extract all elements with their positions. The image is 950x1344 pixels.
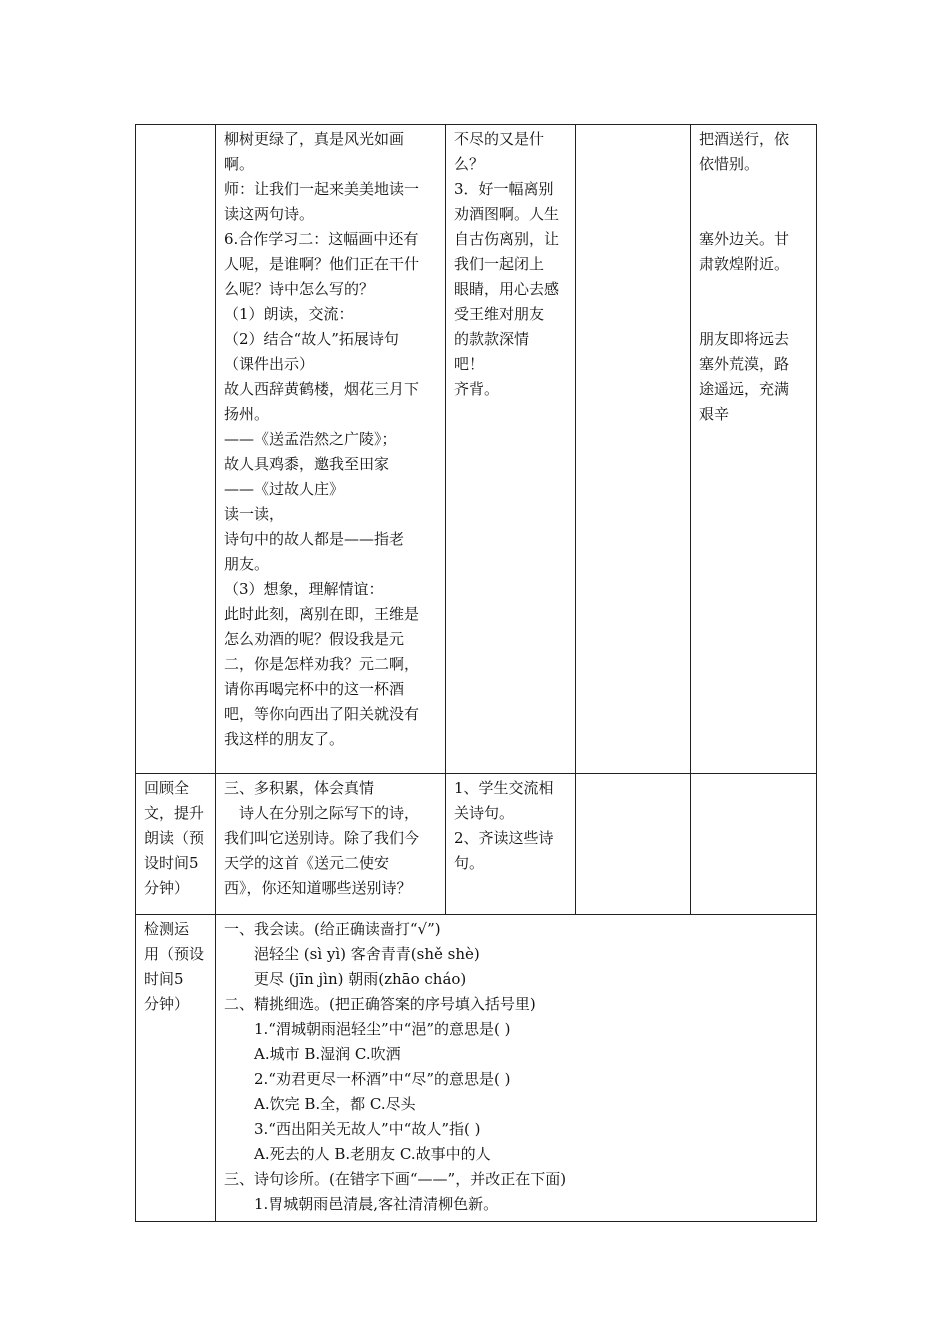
text-line: （2）结合“故人”拓展诗句 (224, 330, 399, 348)
text-line: 眼睛，用心去感 (454, 280, 560, 298)
table-row (136, 915, 817, 1222)
text-line: 文，提升 (144, 804, 205, 822)
text-line: 把酒送行，依 (699, 130, 790, 148)
text-line: 自古伤离别，让 (454, 230, 560, 248)
row3-stage-cell (136, 915, 216, 1222)
text-line: 更尽 (jīn jìn) 朝雨(zhāo cháo) (224, 970, 467, 988)
text-line: 浥轻尘 (sì yì) 客舍青青(shě shè) (224, 945, 480, 963)
text-line: ——《送孟浩然之广陵》； (224, 430, 397, 448)
text-line: 人呢，是谁啊？他们正在干什 (224, 255, 420, 273)
row2-col4-cell (576, 774, 691, 915)
text-line: 么？ (454, 155, 485, 173)
text-line: 劝酒图啊。人生 (454, 205, 560, 223)
row1-teacher-activity-cell (216, 125, 446, 774)
text-line: 艰辛 (699, 405, 730, 423)
spacer (699, 302, 810, 327)
text-line: 故人具鸡黍，邀我至田家 (224, 455, 390, 473)
text-line: 扬州。 (224, 405, 270, 423)
text-line: 我们一起闭上 (454, 255, 545, 273)
text-line: （课件出示） (224, 355, 315, 373)
text-line: 分钟） (144, 995, 190, 1013)
text-line: 回顾全 (144, 779, 190, 797)
text-line: 二，你是怎样劝我？元二啊， (224, 655, 420, 673)
text-line: 怎么劝酒的呢？假设我是元 (224, 630, 405, 648)
text-line: 塞外荒漠，路 (699, 355, 790, 373)
text-line: 二、精挑细选。(把正确答案的序号填入括号里) (224, 995, 536, 1013)
row1-col4-cell (576, 125, 691, 774)
spacer (699, 177, 810, 202)
text-line: 三、诗句诊所。(在错字下画“——”，并改正在下面) (224, 1170, 567, 1188)
text-line: 吧，等你向西出了阳关就没有 (224, 705, 420, 723)
text-line: 啊。 (224, 155, 255, 173)
text-line: 1、学生交流相 (454, 779, 554, 797)
text-line: 的款款深情 (454, 330, 530, 348)
row2-stage-cell (136, 774, 216, 915)
text-line: 6.合作学习二：这幅画中还有 (224, 230, 419, 248)
row2-student-activity-cell (446, 774, 576, 915)
text-line: 1.“渭城朝雨浥轻尘”中“浥”的意思是( ) (224, 1020, 511, 1038)
text-line: 用（预设 (144, 945, 205, 963)
text-line: A.城市 B.湿润 C.吹洒 (224, 1045, 401, 1063)
text-line: 3．好一幅离别 (454, 180, 554, 198)
text-line: 塞外边关。甘 (699, 230, 790, 248)
table-row (136, 125, 817, 774)
text-line: 师：让我们一起来美美地读一 (224, 180, 420, 198)
text-line: 一、我会读。(给正确读啬打“√”) (224, 920, 441, 938)
text-line: 齐背。 (454, 380, 500, 398)
text-line: 朋友。 (224, 555, 270, 573)
text-line: A.死去的人 B.老朋友 C.故事中的人 (224, 1145, 491, 1163)
text-line: 依惜别。 (699, 155, 760, 173)
text-line: 天学的这首《送元二使安 (224, 854, 390, 872)
text-line: 我们叫它送别诗。除了我们今 (224, 829, 420, 847)
text-line: 柳树更绿了，真是风光如画 (224, 130, 405, 148)
text-line: 三、多积累，体会真情 (224, 779, 375, 797)
text-line: 西》，你还知道哪些送别诗？ (224, 879, 412, 897)
text-line: 我这样的朋友了。 (224, 730, 345, 748)
text-line: 么呢？诗中怎么写的？ (224, 280, 375, 298)
text-line: 吧！ (454, 355, 485, 373)
text-line: 2、齐读这些诗 (454, 829, 554, 847)
text-line: ——《过故人庄》 (224, 480, 345, 498)
text-line: 2.“劝君更尽一杯酒”中“尽”的意思是( ) (224, 1070, 511, 1088)
row1-notes-cell (691, 125, 817, 774)
row3-exercise-cell (216, 915, 817, 1222)
text-line: 关诗句。 (454, 804, 515, 822)
spacer (699, 277, 810, 302)
text-line: 句。 (454, 854, 485, 872)
text-line: 朗读（预 (144, 829, 205, 847)
text-line: 诗人在分别之际写下的诗， (224, 804, 420, 822)
text-line: 途遥远，充满 (699, 380, 790, 398)
spacer (699, 202, 810, 227)
text-line: 读这两句诗。 (224, 205, 315, 223)
row1-student-activity-cell (446, 125, 576, 774)
text-line: 不尽的又是什 (454, 130, 545, 148)
text-line: 分钟） (144, 879, 190, 897)
text-line: 时间5 (144, 970, 184, 988)
row2-teacher-activity-cell (216, 774, 446, 915)
text-line: 读一读， (224, 505, 285, 523)
text-line: 故人西辞黄鹤楼，烟花三月下 (224, 380, 420, 398)
row2-notes-cell (691, 774, 817, 915)
text-line: 诗句中的故人都是——指老 (224, 530, 405, 548)
text-line: 请你再喝完杯中的这一杯酒 (224, 680, 405, 698)
text-line: 设时间5 (144, 854, 199, 872)
text-line: （1）朗读，交流： (224, 305, 354, 323)
text-line: 此时此刻，离别在即，王维是 (224, 605, 420, 623)
text-line: A.饮完 B.全，都 C.尽头 (224, 1095, 416, 1113)
text-line: （3）想象，理解情谊： (224, 580, 384, 598)
text-line: 1.胃城朝雨邑清晨,客社清清柳色新。 (224, 1195, 499, 1213)
text-line: 朋友即将远去 (699, 330, 790, 348)
row1-stage-cell (136, 125, 216, 774)
text-line: 受王维对朋友 (454, 305, 545, 323)
table-row (136, 774, 817, 915)
text-line: 肃敦煌附近。 (699, 255, 790, 273)
text-line: 检测运 (144, 920, 190, 938)
lesson-plan-table (135, 124, 817, 1222)
text-line: 3.“西出阳关无故人”中“故人”指( ) (224, 1120, 481, 1138)
